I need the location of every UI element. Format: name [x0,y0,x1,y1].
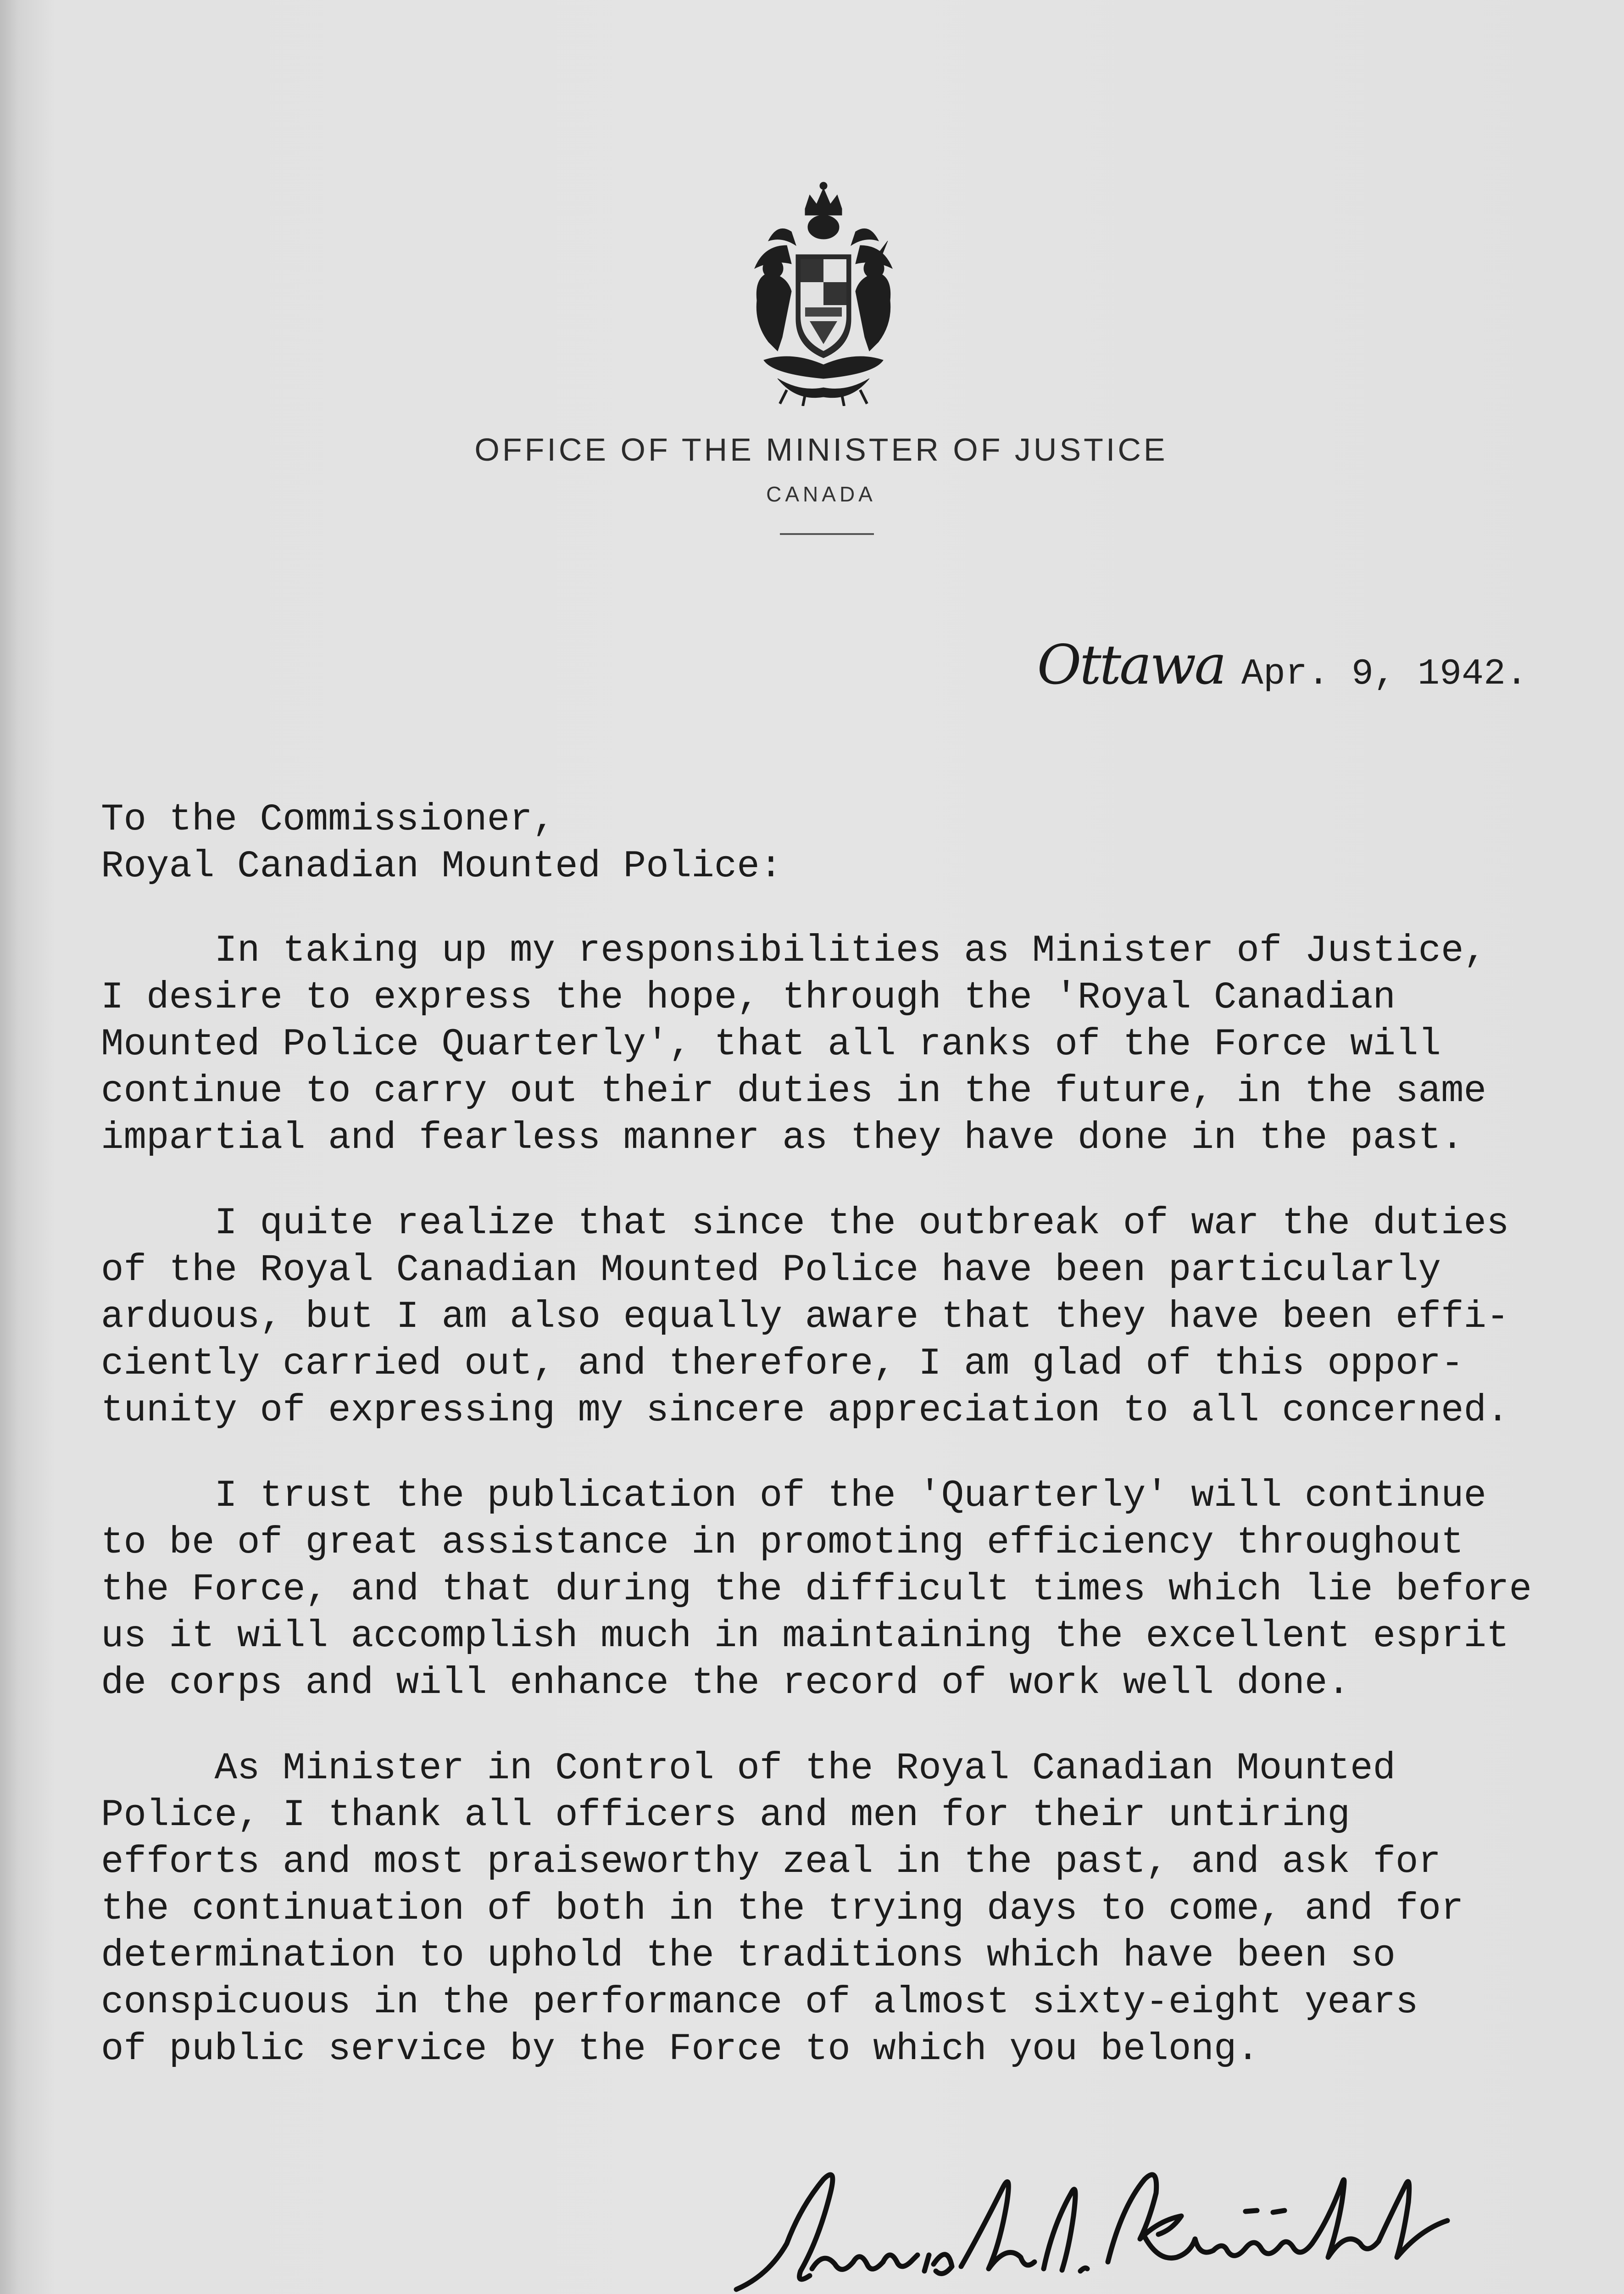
text-line: continue to carry out their duties in the future, in the same [101,1069,1486,1113]
text-line: Police, I thank all officers and men for their untiring [101,1793,1350,1837]
text-line: Mounted Police Quarterly', that all ranks of the Force will [101,1023,1441,1066]
text-line: efforts and most praiseworthy zeal in the past, and ask for [101,1840,1441,1883]
text-line: impartial and fearless manner as they have done in the past. [101,1116,1464,1159]
text-line: us it will accomplish much in maintaining the excellent esprit [101,1615,1509,1658]
text-line: ciently carried out, and therefore, I am glad of this oppor- [101,1342,1464,1385]
dateline-date: Apr. 9, 1942. [1241,653,1528,695]
letterhead-divider [780,533,874,535]
paragraph-4 [101,1745,1560,2072]
letterhead-office: OFFICE OF THE MINISTER OF JUSTICE [474,432,1168,468]
paragraph-3 [101,1472,1560,1706]
text-line: arduous, but I am also equally aware that they have been effi- [101,1295,1509,1338]
coat-of-arms-icon [736,177,911,406]
address-line: To the Commissioner, [101,798,556,841]
text-line: de corps and will enhance the record of work well done. [101,1661,1350,1704]
handwritten-signature [732,2152,1530,2294]
address-line: Royal Canadian Mounted Police: [101,845,783,888]
text-line: tunity of expressing my sincere appreciation to all concerned. [101,1389,1509,1432]
text-line: the continuation of both in the trying days to come, and for [101,1887,1464,1930]
paragraph-2 [101,1200,1560,1434]
text-line: of the Royal Canadian Mounted Police have been particularly [101,1248,1441,1292]
text-line: In taking up my responsibilities as Minister of Justice, [101,929,1486,972]
text-line: of public service by the Force to which you belong. [101,2027,1259,2071]
text-line: conspicuous in the performance of almost sixty-eight years [101,1981,1418,2024]
text-line: to be of great assistance in promoting efficiency throughout [101,1521,1464,1564]
letterhead-country: CANADA [766,482,876,506]
text-line: determination to uphold the traditions which have been so [101,1934,1396,1977]
text-line: the Force, and that during the difficult times which lie before [101,1568,1532,1611]
address-block [101,796,1560,890]
text-line: I trust the publication of the 'Quarterly' will continue [101,1474,1486,1517]
paragraph-1 [101,927,1560,1161]
dateline-place: Ottawa [1037,633,1225,696]
letter-body [101,796,1560,2072]
text-line: As Minister in Control of the Royal Canadian Mounted [101,1747,1396,1790]
dateline [1037,633,1528,696]
text-line: I quite realize that since the outbreak of war the duties [101,1202,1509,1245]
text-line: I desire to express the hope, through the 'Royal Canadian [101,976,1396,1019]
